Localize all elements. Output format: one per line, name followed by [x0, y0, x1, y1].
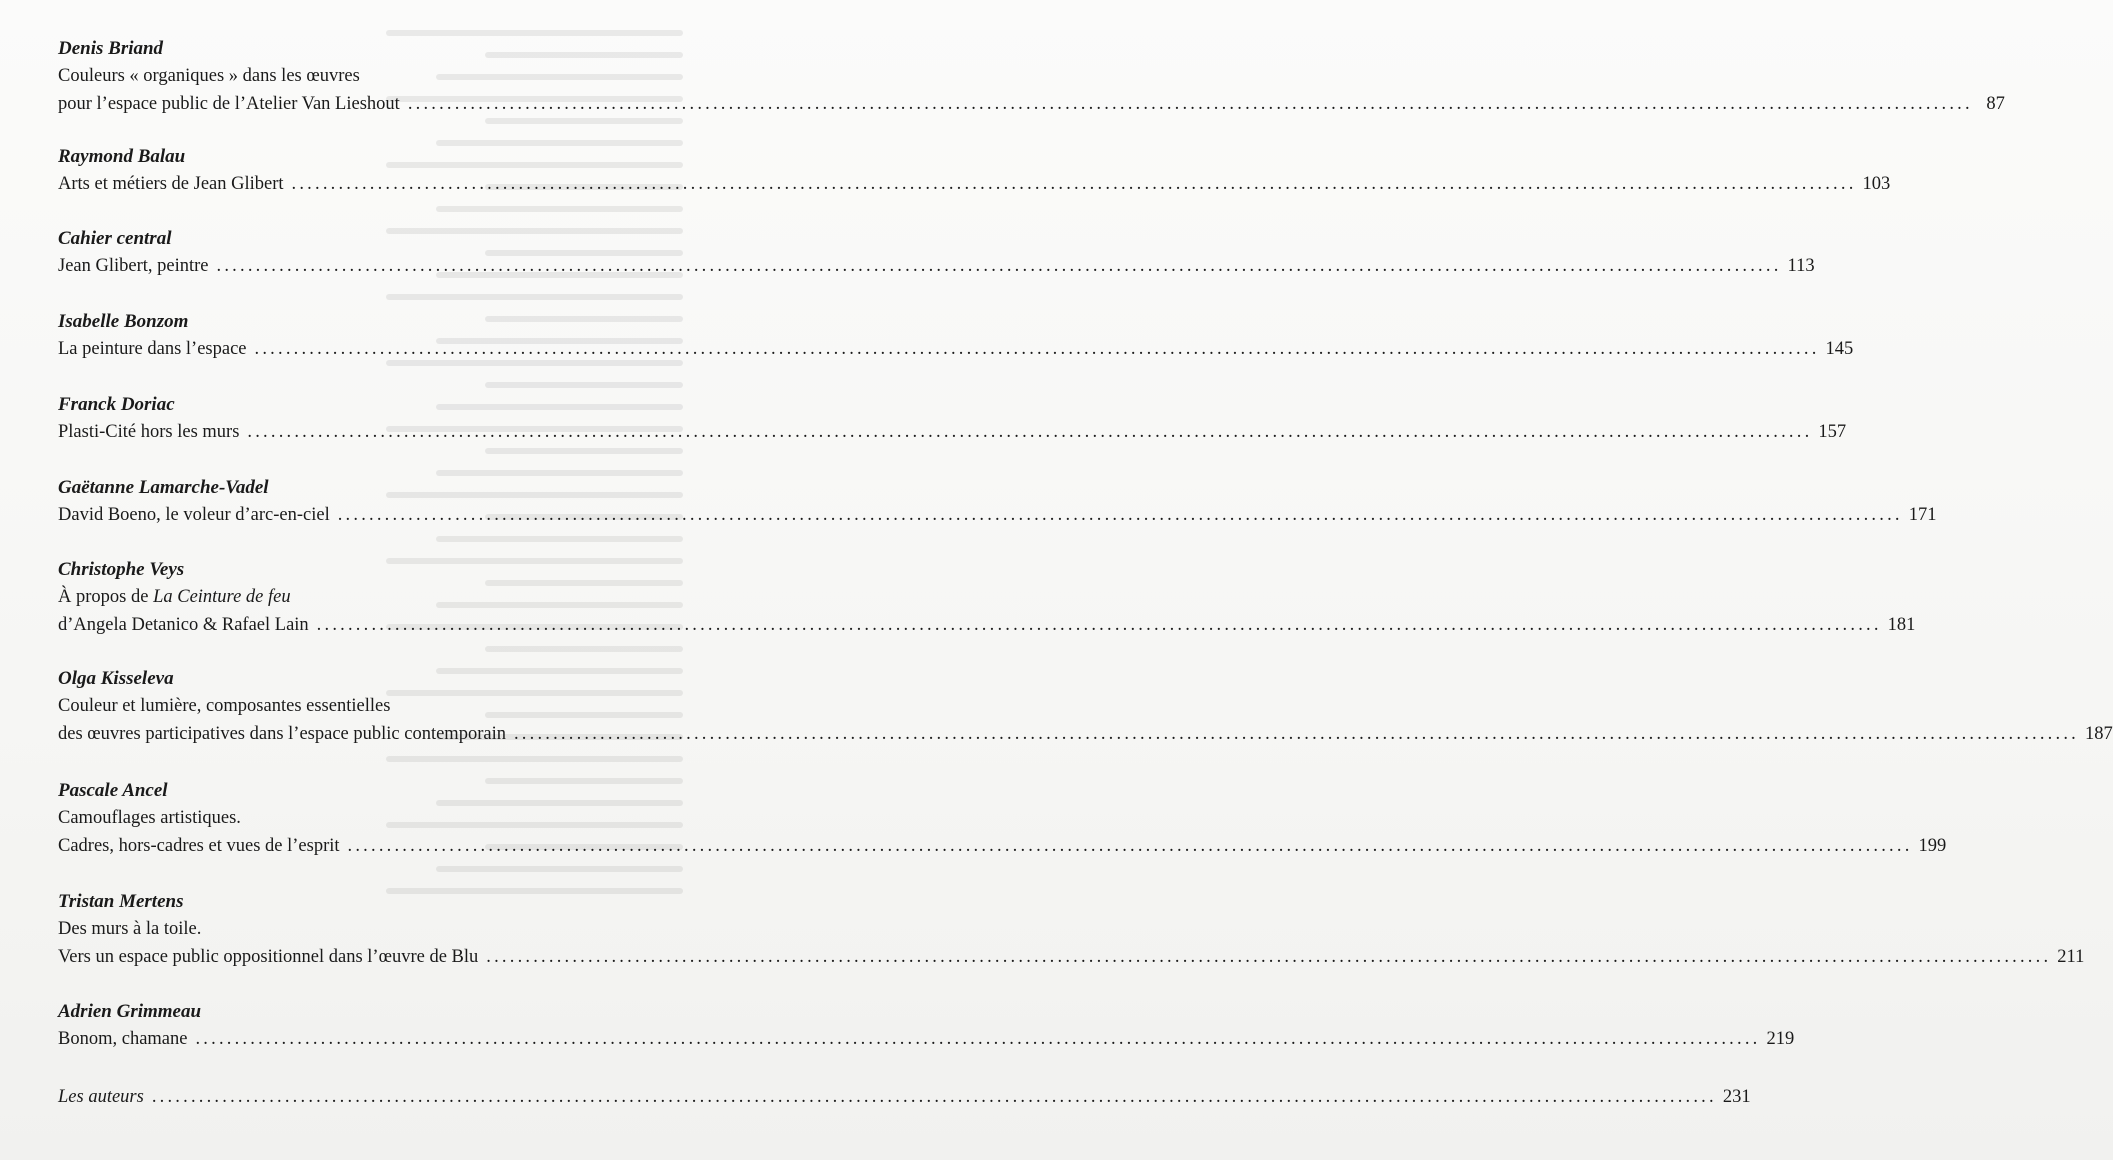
dot-leader: ........................................................................................................................................................................................................ [216, 256, 1782, 276]
dot-leader: ........................................................................................................................................................................................................ [291, 174, 1857, 194]
entry-title: Plasti-Cité hors les murs [58, 422, 240, 442]
entry-author: Olga Kisseleva [58, 668, 174, 689]
toc-entry [58, 392, 1847, 446]
entry-title: Arts et métiers de Jean Glibert [58, 174, 284, 194]
entry-author: Gaëtanne Lamarche-Vadel [58, 477, 269, 498]
entry-title-row [58, 252, 1815, 280]
entry-title: Vers un espace public oppositionnel dans l’œuvre de Blu [58, 947, 479, 967]
entry-title-row [58, 501, 1937, 529]
page-number: 145 [1825, 339, 1854, 359]
dot-leader: ........................................................................................................................................................................................................ [247, 422, 1813, 442]
entry-title-line: Camouflages artistiques. [58, 808, 241, 828]
page-number: 199 [1918, 836, 1947, 856]
entry-author: Isabelle Bonzom [58, 311, 189, 332]
dot-leader: ........................................................................................................................................................................................................ [254, 339, 1820, 359]
entry-title-row [58, 335, 1854, 363]
entry-title-row [58, 720, 2113, 748]
dot-leader: ........................................................................................................................................................................................................ [347, 836, 1913, 856]
toc-footer-entry [58, 1083, 1751, 1111]
toc-entry [58, 475, 1937, 529]
entry-title-line [58, 583, 672, 611]
dot-leader: ........................................................................................................................................................................................................ [407, 94, 1973, 114]
entry-title: d’Angela Detanico & Rafael Lain [58, 615, 309, 635]
dot-leader: ........................................................................................................................................................................................................ [513, 724, 2079, 744]
entry-title: des œuvres participatives dans l’espace public contemporain [58, 724, 506, 744]
work-title: La Ceinture de feu [153, 587, 291, 607]
entry-title-row [58, 1025, 1795, 1053]
entry-title: La peinture dans l’espace [58, 339, 247, 359]
page-number: 87 [1986, 94, 2005, 114]
entry-title-row [58, 1083, 1751, 1111]
entry-author: Denis Briand [58, 38, 164, 59]
entry-title-line: Couleur et lumière, composantes essentielles [58, 696, 391, 716]
page-number: 181 [1887, 615, 1916, 635]
dot-leader: ........................................................................................................................................................................................................ [195, 1029, 1761, 1049]
entry-title: pour l’espace public de l’Atelier Van Lieshout [58, 94, 400, 114]
page-number: 211 [2057, 947, 2085, 967]
page-number: 157 [1818, 422, 1847, 442]
page-number: 219 [1766, 1029, 1795, 1049]
toc-entry [58, 889, 2085, 971]
dot-leader: ........................................................................................................................................................................................................ [151, 1087, 1717, 1107]
entry-title: Jean Glibert, peintre [58, 256, 209, 276]
toc-entry [58, 144, 1891, 198]
entry-author: Cahier central [58, 228, 172, 249]
entry-title-row [58, 943, 2085, 971]
toc-entry [58, 36, 2005, 118]
page-number: 187 [2084, 724, 2113, 744]
entry-title-row [58, 170, 1891, 198]
entry-author: Christophe Veys [58, 559, 185, 580]
toc-entry [58, 226, 1815, 280]
page-number: 113 [1787, 256, 1815, 276]
toc-entry [58, 309, 1854, 363]
entry-author: Pascale Ancel [58, 780, 168, 801]
page-number: 103 [1862, 174, 1891, 194]
toc-entry [58, 999, 1795, 1053]
entry-title-line: Couleurs « organiques » dans les œuvres [58, 66, 360, 86]
dot-leader: ........................................................................................................................................................................................................ [337, 505, 1903, 525]
entry-title-line: Des murs à la toile. [58, 919, 202, 939]
page-number: 231 [1722, 1087, 1751, 1107]
entry-author: Adrien Grimmeau [58, 1001, 202, 1022]
toc-entry [58, 666, 2113, 748]
entry-title-row [58, 418, 1847, 446]
entry-author: Raymond Balau [58, 146, 186, 167]
page-number: 171 [1908, 505, 1937, 525]
entry-title-row [58, 90, 2005, 118]
dot-leader: ........................................................................................................................................................................................................ [486, 947, 2052, 967]
dot-leader: ........................................................................................................................................................................................................ [316, 615, 1882, 635]
entry-title: Bonom, chamane [58, 1029, 188, 1049]
entry-title-row [58, 832, 1947, 860]
title-prefix: À propos de [58, 587, 154, 607]
entry-title-row [58, 611, 1916, 639]
entry-author: Tristan Mertens [58, 891, 184, 912]
entry-title: Les auteurs [58, 1087, 144, 1107]
entry-author: Franck Doriac [58, 394, 175, 415]
entry-title: David Boeno, le voleur d’arc-en-ciel [58, 505, 330, 525]
entry-title: Cadres, hors-cadres et vues de l’esprit [58, 836, 340, 856]
toc-entry [58, 778, 1947, 860]
toc-entry [58, 557, 1916, 639]
